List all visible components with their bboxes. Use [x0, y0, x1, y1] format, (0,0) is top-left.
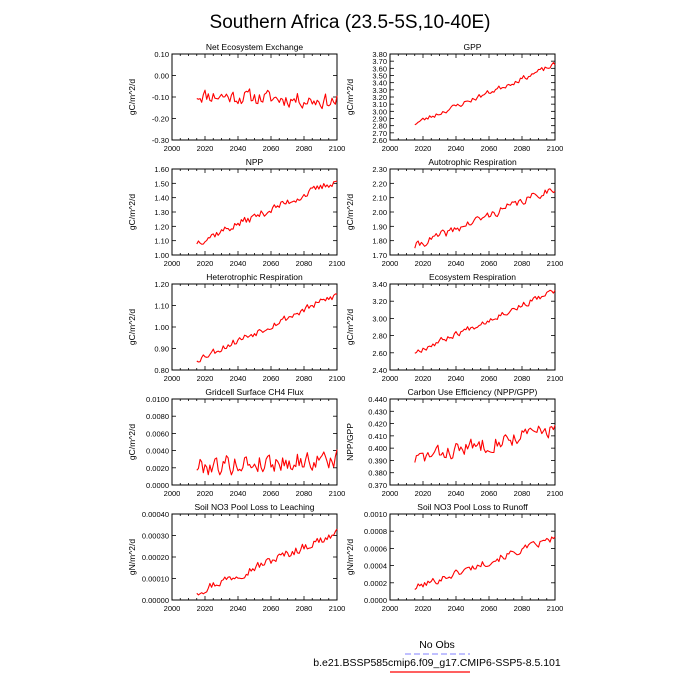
- y-tick-label: 2.80: [372, 121, 387, 131]
- x-tick-label: 2040: [447, 259, 465, 268]
- x-tick-label: 2100: [546, 374, 564, 383]
- x-tick-label: 2060: [480, 144, 498, 153]
- x-tick-label: 2000: [381, 259, 399, 268]
- y-tick-label: 0.10: [154, 50, 169, 59]
- x-tick-label: 2060: [480, 374, 498, 383]
- y-tick-label: 1.30: [154, 208, 169, 217]
- x-tick-label: 2100: [328, 259, 346, 268]
- series-line: [197, 529, 337, 595]
- x-tick-label: 2080: [513, 604, 531, 613]
- y-tick-label: -0.10: [151, 93, 169, 102]
- panel-title: GPP: [463, 42, 482, 52]
- x-tick-label: 2060: [262, 259, 280, 268]
- legend-label-obs: No Obs: [419, 639, 455, 651]
- y-tick-label: 0.0010: [364, 510, 387, 519]
- plot-frame: [172, 284, 337, 370]
- x-tick-label: 2040: [229, 604, 247, 613]
- y-axis-label: gC/m^2/d: [127, 78, 137, 116]
- x-tick-label: 2000: [163, 374, 181, 383]
- y-tick-label: 2.40: [372, 366, 387, 375]
- x-tick-label: 2040: [229, 259, 247, 268]
- x-tick-label: 2040: [447, 144, 465, 153]
- panel-10: [345, 502, 563, 613]
- y-tick-label: 0.0060: [146, 429, 169, 439]
- plot-frame: [172, 169, 337, 255]
- panel-title: Autotrophic Respiration: [428, 157, 517, 167]
- x-tick-label: 2100: [328, 604, 346, 613]
- x-tick-label: 2060: [262, 144, 280, 153]
- panel-8: [345, 387, 563, 498]
- x-tick-label: 2020: [414, 489, 432, 498]
- panel-title: Soil NO3 Pool Loss to Leaching: [194, 502, 315, 512]
- panel-2: [345, 42, 563, 153]
- x-tick-label: 2020: [196, 374, 214, 383]
- y-tick-label: 3.70: [372, 57, 387, 67]
- y-tick-label: 0.0004: [364, 561, 387, 571]
- y-axis-label: NPP/GPP: [345, 423, 355, 461]
- y-tick-label: 1.90: [372, 222, 387, 232]
- panel-4: [345, 157, 563, 268]
- y-tick-label: 0.0002: [364, 578, 387, 588]
- x-tick-label: 2000: [381, 489, 399, 498]
- y-axis-label: gC/m^2/d: [345, 308, 355, 346]
- page-title: Southern Africa (23.5-5S,10-40E): [209, 12, 491, 33]
- y-axis-label: gC/m^2/d: [345, 193, 355, 231]
- y-tick-label: -0.20: [151, 114, 169, 124]
- x-tick-label: 2100: [328, 489, 346, 498]
- y-tick-label: 0.0000: [364, 596, 387, 605]
- y-tick-label: 0.00: [154, 71, 169, 81]
- x-tick-label: 2060: [262, 489, 280, 498]
- y-tick-label: 3.20: [372, 297, 387, 307]
- y-tick-label: 0.00000: [141, 596, 169, 605]
- panel-5: [127, 272, 345, 383]
- y-tick-label: 0.0020: [146, 463, 169, 473]
- y-axis-label: gC/m^2/d: [127, 308, 137, 346]
- x-tick-label: 2080: [295, 144, 313, 153]
- y-axis-label: gN/m^2/d: [345, 538, 355, 576]
- x-tick-label: 2100: [546, 144, 564, 153]
- y-tick-label: 1.70: [372, 251, 387, 260]
- x-tick-label: 2060: [480, 259, 498, 268]
- y-axis-label: gC/m^2/d: [127, 193, 137, 231]
- x-tick-label: 2000: [163, 144, 181, 153]
- x-tick-label: 2080: [295, 489, 313, 498]
- x-tick-label: 2060: [262, 604, 280, 613]
- y-tick-label: 1.20: [154, 280, 169, 289]
- y-tick-label: 0.430: [368, 407, 387, 417]
- series-line: [197, 181, 337, 244]
- x-tick-label: 2020: [196, 604, 214, 613]
- x-tick-label: 2080: [295, 259, 313, 268]
- y-tick-label: 0.00020: [141, 553, 169, 562]
- y-tick-label: 3.40: [372, 78, 387, 88]
- x-tick-label: 2000: [381, 144, 399, 153]
- x-tick-label: 2080: [513, 374, 531, 383]
- y-axis-label: gC/m^2/d: [127, 423, 137, 461]
- x-tick-label: 2060: [480, 604, 498, 613]
- x-tick-label: 2000: [163, 489, 181, 498]
- panel-title: Soil NO3 Pool Loss to Runoff: [417, 502, 528, 512]
- x-tick-label: 2020: [414, 374, 432, 383]
- x-tick-label: 2100: [328, 374, 346, 383]
- x-tick-label: 2060: [262, 374, 280, 383]
- y-tick-label: 1.60: [154, 165, 169, 174]
- panel-1: [127, 42, 345, 153]
- x-tick-label: 2080: [295, 604, 313, 613]
- x-tick-label: 2020: [196, 144, 214, 153]
- y-tick-label: 2.90: [372, 114, 387, 124]
- y-tick-label: 1.20: [154, 222, 169, 232]
- y-tick-label: 2.30: [372, 165, 387, 174]
- y-tick-label: 0.380: [368, 468, 387, 478]
- x-tick-label: 2040: [447, 374, 465, 383]
- y-tick-label: 0.440: [368, 395, 387, 404]
- x-tick-label: 2000: [163, 604, 181, 613]
- y-tick-label: 0.400: [368, 444, 387, 454]
- legend-label-model: b.e21.BSSP585cmip6.f09_g17.CMIP6-SSP5-8.5.101: [313, 657, 561, 669]
- y-tick-label: 2.80: [372, 331, 387, 341]
- x-tick-label: 2080: [513, 259, 531, 268]
- y-tick-label: 3.40: [372, 280, 387, 289]
- y-tick-label: 2.60: [372, 136, 387, 145]
- panel-3: [127, 157, 345, 268]
- legend: [313, 639, 561, 672]
- plot-frame: [390, 169, 555, 255]
- plot-frame: [172, 514, 337, 600]
- x-tick-label: 2020: [196, 489, 214, 498]
- y-tick-label: 1.10: [154, 301, 169, 311]
- x-tick-label: 2100: [328, 144, 346, 153]
- y-tick-label: 1.80: [372, 236, 387, 246]
- plot-frame: [172, 399, 337, 485]
- series-line: [415, 189, 555, 248]
- panel-title: Ecosystem Respiration: [429, 272, 516, 282]
- panel-title: Carbon Use Efficiency (NPP/GPP): [407, 387, 538, 397]
- x-tick-label: 2020: [414, 259, 432, 268]
- x-tick-label: 2000: [381, 604, 399, 613]
- x-tick-label: 2040: [447, 604, 465, 613]
- y-tick-label: -0.30: [151, 136, 169, 145]
- panel-title: Net Ecosystem Exchange: [205, 42, 304, 52]
- y-tick-label: 1.50: [154, 179, 169, 189]
- x-tick-label: 2000: [163, 259, 181, 268]
- x-tick-label: 2040: [229, 374, 247, 383]
- series-line: [197, 89, 337, 109]
- panel-title: NPP: [245, 157, 264, 167]
- y-tick-label: 3.20: [372, 93, 387, 102]
- panel-9: [127, 502, 345, 613]
- y-axis-label: gC/m^2/d: [345, 78, 355, 116]
- y-tick-label: 0.390: [368, 456, 387, 466]
- y-tick-label: 0.0008: [364, 527, 387, 537]
- y-tick-label: 1.40: [154, 193, 169, 203]
- y-tick-label: 3.60: [372, 64, 387, 74]
- x-tick-label: 2080: [295, 374, 313, 383]
- y-tick-label: 3.00: [372, 314, 387, 324]
- y-tick-label: 0.0000: [146, 481, 169, 490]
- y-tick-label: 0.410: [368, 431, 387, 441]
- plot-frame: [390, 514, 555, 600]
- y-tick-label: 1.10: [154, 236, 169, 246]
- y-tick-label: 3.50: [372, 71, 387, 81]
- y-tick-label: 2.00: [372, 208, 387, 217]
- x-tick-label: 2020: [414, 144, 432, 153]
- panel-6: [345, 272, 563, 383]
- x-tick-label: 2100: [546, 604, 564, 613]
- y-tick-label: 0.0040: [146, 446, 169, 456]
- y-tick-label: 3.10: [372, 100, 387, 110]
- y-tick-label: 0.420: [368, 419, 387, 429]
- y-tick-label: 1.00: [154, 323, 169, 332]
- series-line: [415, 63, 555, 125]
- y-tick-label: 3.30: [372, 85, 387, 95]
- y-tick-label: 2.70: [372, 128, 387, 138]
- panel-title: Gridcell Surface CH4 Flux: [205, 387, 304, 397]
- x-tick-label: 2100: [546, 259, 564, 268]
- y-tick-label: 0.00030: [141, 531, 169, 541]
- plot-frame: [390, 399, 555, 485]
- x-tick-label: 2020: [414, 604, 432, 613]
- x-tick-label: 2040: [447, 489, 465, 498]
- x-tick-label: 2000: [381, 374, 399, 383]
- panel-grid: [127, 42, 563, 613]
- series-line: [415, 425, 555, 462]
- y-tick-label: 2.60: [372, 348, 387, 358]
- x-tick-label: 2040: [229, 144, 247, 153]
- panel-title: Heterotrophic Respiration: [206, 272, 303, 282]
- y-tick-label: 0.80: [154, 366, 169, 375]
- x-tick-label: 2060: [480, 489, 498, 498]
- y-tick-label: 0.90: [154, 344, 169, 354]
- y-tick-label: 0.0080: [146, 412, 169, 422]
- y-tick-label: 0.00040: [141, 510, 169, 519]
- y-tick-label: 0.370: [368, 481, 387, 490]
- series-line: [415, 537, 555, 590]
- series-line: [197, 450, 337, 475]
- y-tick-label: 3.00: [372, 107, 387, 117]
- y-tick-label: 2.20: [372, 179, 387, 189]
- y-tick-label: 0.0006: [364, 544, 387, 554]
- y-tick-label: 0.00010: [141, 574, 169, 584]
- y-tick-label: 3.80: [372, 50, 387, 59]
- series-line: [197, 294, 337, 362]
- y-tick-label: 1.00: [154, 251, 169, 260]
- x-tick-label: 2040: [229, 489, 247, 498]
- y-tick-label: 0.0100: [146, 395, 169, 404]
- x-tick-label: 2100: [546, 489, 564, 498]
- y-axis-label: gN/m^2/d: [127, 538, 137, 576]
- x-tick-label: 2020: [196, 259, 214, 268]
- plot-frame: [390, 54, 555, 140]
- x-tick-label: 2080: [513, 144, 531, 153]
- x-tick-label: 2080: [513, 489, 531, 498]
- series-line: [415, 290, 555, 353]
- y-tick-label: 2.10: [372, 193, 387, 203]
- panel-7: [127, 387, 345, 498]
